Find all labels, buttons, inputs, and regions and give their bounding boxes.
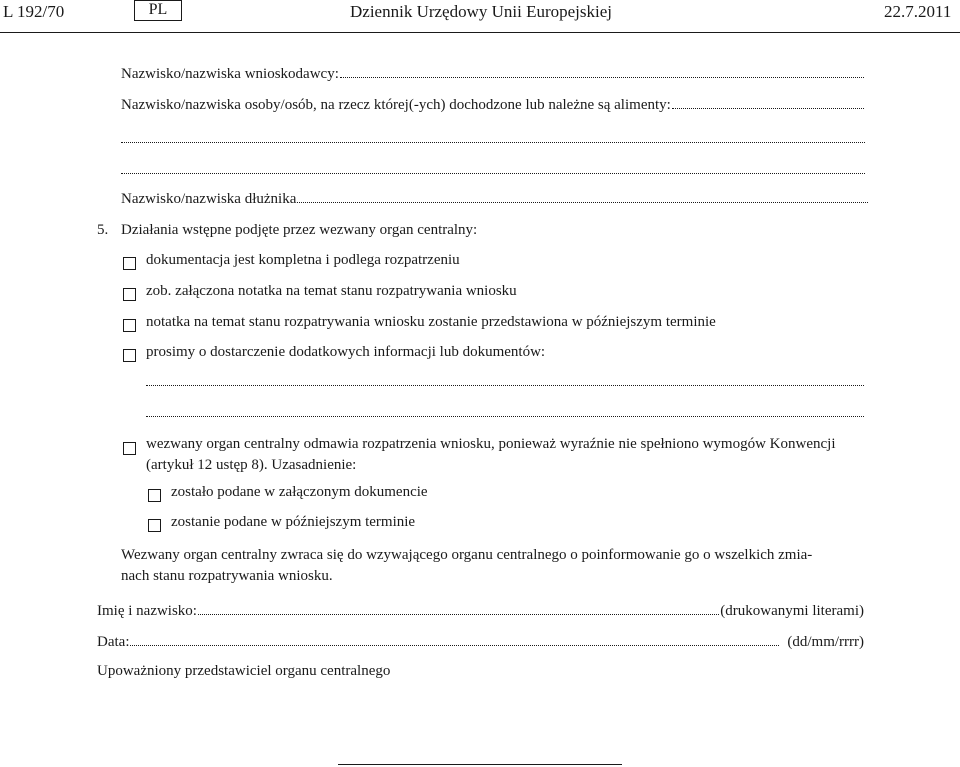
checkbox-reason-attached[interactable]: [148, 489, 161, 502]
checkbox-note-later[interactable]: [123, 319, 136, 332]
checkbox-refusal[interactable]: [123, 442, 136, 455]
date-field: [97, 634, 864, 651]
option-more-info-label: prosimy o dostarczenie dodatkowych informacji lub dokumentów:: [146, 344, 546, 360]
creditors-label: Nazwisko/nazwiska osoby/osób, na rzecz której(-ych) dochodzone lub należne są alimenty:: [121, 97, 671, 113]
publication-date: 22.7.2011: [884, 2, 952, 21]
date-hint: (dd/mm/rrrr): [787, 634, 864, 650]
language-badge: PL: [134, 0, 182, 21]
creditors-dotted-line: [121, 172, 865, 174]
header-rule: [0, 32, 960, 33]
option-complete-label: dokumentacja jest kompletna i podlega rozpatrzeniu: [146, 252, 460, 268]
creditors-dotted-line: [121, 141, 865, 143]
reason-attached-label: zostało podane w załączonym dokumencie: [171, 484, 428, 500]
footer-rule: [338, 764, 622, 765]
name-field: [97, 603, 864, 620]
option-see-note-label: zob. załączona notatka na temat stanu rozpatrywania wniosku: [146, 283, 517, 299]
name-label: Imię i nazwisko:: [97, 603, 197, 619]
name-hint: (drukowanymi literami): [720, 603, 864, 619]
creditors-field: [121, 97, 865, 114]
request-paragraph: [121, 545, 812, 587]
request-line: Wezwany organ centralny zwraca się do wzywającego organu centralnego o poinformowanie go o wszelkich zmia-: [121, 547, 813, 563]
reason-later-label: zostanie podane w późniejszym terminie: [171, 514, 416, 530]
request-line: nach stanu rozpatrywania wniosku.: [121, 568, 333, 584]
section-number: 5.: [97, 222, 109, 238]
checkbox-complete[interactable]: [123, 257, 136, 270]
debtor-label: Nazwisko/nazwiska dłużnika: [121, 191, 297, 207]
more-info-dotted-line: [146, 415, 864, 417]
checkbox-more-info[interactable]: [123, 349, 136, 362]
more-info-dotted-line: [146, 384, 864, 386]
option-refusal-label: [146, 434, 836, 476]
applicants-field: [121, 66, 865, 83]
applicants-label: Nazwisko/nazwiska wnioskodawcy:: [121, 66, 339, 82]
checkbox-see-note[interactable]: [123, 288, 136, 301]
date-label: Data:: [97, 634, 130, 650]
checkbox-reason-later[interactable]: [148, 519, 161, 532]
section-title: Działania wstępne podjęte przez wezwany organ centralny:: [121, 222, 478, 238]
option-note-later-label: notatka na temat stanu rozpatrywania wniosku zostanie przedstawiona w późniejszym terminie: [146, 314, 716, 330]
journal-title: Dziennik Urzędowy Unii Europejskiej: [350, 2, 613, 21]
page-reference: L 192/70: [3, 2, 65, 21]
signatory-role: Upoważniony przedstawiciel organu centralnego: [97, 663, 391, 679]
debtor-field: [121, 191, 869, 208]
refusal-line: wezwany organ centralny odmawia rozpatrzenia wniosku, ponieważ wyraźnie nie spełniono wymogów Konwencji: [146, 436, 836, 452]
refusal-line: (artykuł 12 ustęp 8). Uzasadnienie:: [146, 457, 357, 473]
